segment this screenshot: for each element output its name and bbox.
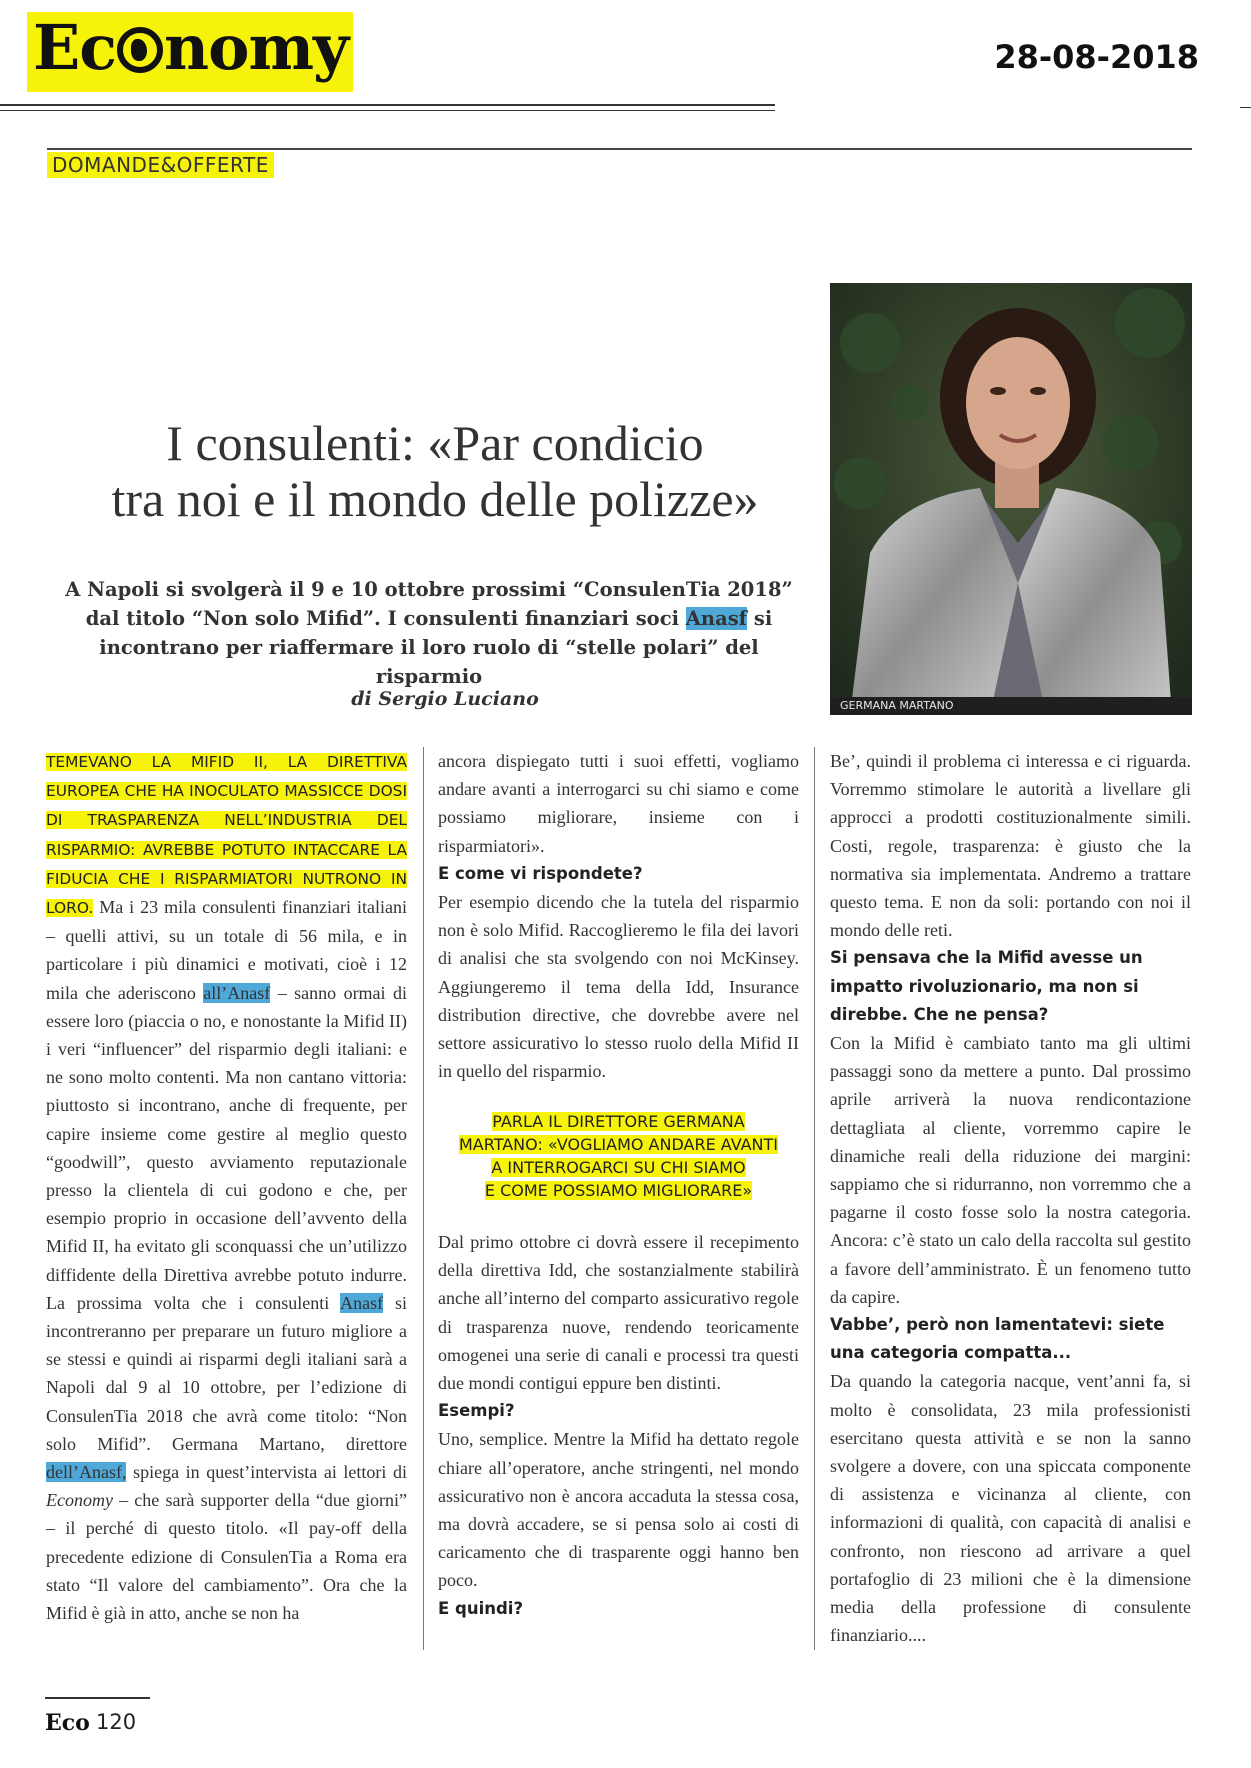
pull-quote-line (438, 1156, 799, 1179)
article-title (40, 415, 830, 527)
pull-quote (438, 1110, 799, 1202)
portrait-image (830, 283, 1192, 715)
interview-question: E come vi rispondete? (438, 863, 643, 883)
interview-question: Esempi? (438, 1401, 515, 1421)
pull-quote-line (438, 1110, 799, 1133)
subtitle-line (44, 604, 814, 633)
article-subtitle (44, 575, 814, 691)
body-text: Ma i 23 mila consulenti finanziari italiani – quelli attivi, su un totale di 56 mila, e in particolare i più dinamici e motivati, cioè i 12 mila che aderiscono (46, 897, 407, 1003)
interview-question: Si pensava che la Mifid avesse un impatto rivoluzionario, ma non si direbbe. Che ne pensa? (830, 948, 1143, 1024)
section-rule (47, 148, 1192, 150)
economy-logo: Ec nomy (33, 11, 349, 84)
highlight-anasf: dell’Anasf, (46, 1462, 127, 1483)
pull-quote-text: MARTANO: «VOGLIAMO ANDARE AVANTI (458, 1135, 779, 1154)
interview-question: E quindi? (438, 1598, 524, 1618)
subtitle-text: si (747, 607, 773, 630)
pull-quote-text: E COME POSSIAMO MIGLIORARE» (484, 1181, 753, 1200)
header-rule-top (0, 104, 775, 106)
photo-caption: GERMANA MARTANO (830, 697, 1192, 715)
margin-tick (1240, 107, 1251, 108)
body-text: – che sarà supporter della “due giorni” – il perché di questo titolo. «Il pay-off della precedente edizione di ConsulenTia a Roma era stato “Il valore del cambiamento”. Ora che la Mifid è già in atto, anche se non ha (46, 1490, 407, 1624)
column-paragraph: Uno, semplice. Mentre la Mifid ha dettato regole chiare all’operatore, anche stringenti, nel mondo assicurativo non è ancora accaduta la stessa cosa, ma dovrà accadere, se si pensa solo ai costi di caricamento che di trasparente oggi hanno ben poco. (438, 1429, 799, 1591)
body-text: si incontreranno per preparare un futuro migliore a se stessi e quindi ai risparmi degli italiani sarà a Napoli dal 9 al 10 ottobre, per l’edizione di ConsulenTia 2018 che avrà come titolo: “Non solo Mifid”. Germana Martano, direttore (46, 1292, 407, 1454)
interview-question: Vabbe’, però non lamentatevi: siete una categoria compatta... (830, 1315, 1165, 1363)
pull-quote-text: PARLA IL DIRETTORE GERMANA (492, 1112, 745, 1131)
subtitle-text: dal titolo “Non solo Mifid”. I consulenti finanziari soci (85, 607, 686, 630)
article-column-3 (830, 747, 1191, 1650)
column-paragraph: Be’, quindi il problema ci interessa e ci riguarda. Vorremmo stimolare le autorità a livellare gli approcci a prodotti costituzionalmente simili. Costi, regole, trasparenza: è giusto che la normativa sia implementata. Andremo a trattare questo tema. E non da soli: portando con noi il mondo delle reti. (830, 751, 1191, 941)
body-text: – sanno ormai di essere loro (piaccia o no, e nonostante la Mifid II) i veri “influencer” del risparmio degli italiani: e ne sono molto contenti. Ma non cantano vittoria: piuttosto si incontrano, anche di frequente, per capire insieme come gestire al meglio questo “goodwill”, questo avviamento reputazionale presso la clientela di cui godono e che, per esempio proprio in occasione dell’avvento della Mifid II, ha evitato gli sconquassi che un’utilizzo diffidente della Direttiva avrebbe potuto indurre. La prossima volta che i consulenti (46, 982, 407, 1313)
subtitle-line: incontrano per riaffermare il loro ruolo di “stelle polari” del risparmio (99, 636, 759, 688)
lead-text: TEMEVANO LA MIFID II, LA DIRETTIVA EUROPEA CHE HA INOCULATO MASSICCE DOSI DI TRASPARENZA NELL’INDUSTRIA DEL RISPARMIO: AVREBBE POTUTO INTACCARE LA FIDUCIA CHE I RISPARMIATORI NUTRONO IN LORO. (46, 753, 407, 918)
pull-quote-text: A INTERROGARCI SU CHI SIAMO (491, 1158, 746, 1177)
column-paragraph: Da quando la categoria nacque, vent’anni fa, si molto è consolidata, 23 mila professionisti esercitano questa attività e se non la sanno svolgere a dovere, con una spiccata componente di assistenza e vicinanza al cliente, con informazioni di qualità, con capacità di analisi e confronto, non riescono ad arrivare a quel portafoglio di 23 milioni che è la dimensione media della professione di consulente finanziario.... (830, 1371, 1191, 1646)
highlight-anasf: all’Anasf (203, 982, 271, 1003)
footer-logo: Eco (45, 1710, 90, 1736)
magazine-name: Economy (46, 1490, 113, 1511)
footer-rule (45, 1697, 150, 1699)
section-label: DOMANDE&OFFERTE (47, 152, 274, 178)
column-divider (814, 747, 815, 1650)
page-number: 120 (96, 1710, 137, 1734)
article-column-1 (46, 747, 407, 1627)
column-paragraph: ancora dispiegato tutti i suoi effetti, vogliamo andare avanti a interrogarci su chi siamo e come possiamo migliorare, insieme con i risparmiatori». (438, 751, 799, 856)
subtitle-line: A Napoli si svolgerà il 9 e 10 ottobre prossimi “ConsulenTia 2018” (65, 578, 793, 601)
column-divider (423, 747, 424, 1650)
portrait-photo (830, 283, 1192, 715)
publication-date: 28-08-2018 (994, 38, 1199, 76)
column-paragraph: Con la Mifid è cambiato tanto ma gli ultimi passaggi sono da mettere a punto. Dal prossimo aprile arriverà la nuova rendicontazione dettagliata al cliente, vorremmo capire le dinamiche reali della riduzione dei margini: sappiamo che si ridurranno, non vorremmo che a pagarne il costo fosse solo la nostra categoria. Ancora: c’è stato un calo della raccolta sul gestito a favore dell’amministrato. È un fenomeno tutto da capire. (830, 1033, 1191, 1307)
column-paragraph: Per esempio dicendo che la tutela del risparmio non è solo Mifid. Raccoglieremo le fila dei lavori di analisi che sta svolgendo con noi McKinsey. Aggiungeremo il tema della Idd, Insurance distribution directive, che dovrebbe avere nel settore assicurativo lo stesso ruolo della Mifid II in quello del risparmio. (438, 892, 799, 1082)
article-column-2-continued (438, 1228, 799, 1623)
article-column-2 (438, 747, 799, 1085)
highlight-anasf: Anasf (685, 607, 748, 630)
column-paragraph: Dal primo ottobre ci dovrà essere il recepimento della direttiva Idd, che sostanzialmente stabilirà anche all’interno del comparto assicurativo regole di trasparenza nuove, rendendo teoricamente omogenei una serie di canali e processi tra questi due mondi contigui eppure ben distinti. (438, 1232, 799, 1394)
pull-quote-line (438, 1179, 799, 1202)
byline: di Sergio Luciano (351, 688, 539, 710)
highlight-anasf: Anasf (340, 1292, 384, 1313)
column-paragraph (46, 747, 407, 1627)
pull-quote-line (438, 1133, 799, 1156)
body-text: spiega in quest’intervista ai lettori di (126, 1462, 407, 1483)
title-line: tra noi e il mondo delle polizze» (111, 471, 759, 527)
title-line: I consulenti: «Par condicio (166, 415, 704, 471)
header-rule-bottom (0, 110, 775, 111)
globe-icon (117, 27, 163, 73)
